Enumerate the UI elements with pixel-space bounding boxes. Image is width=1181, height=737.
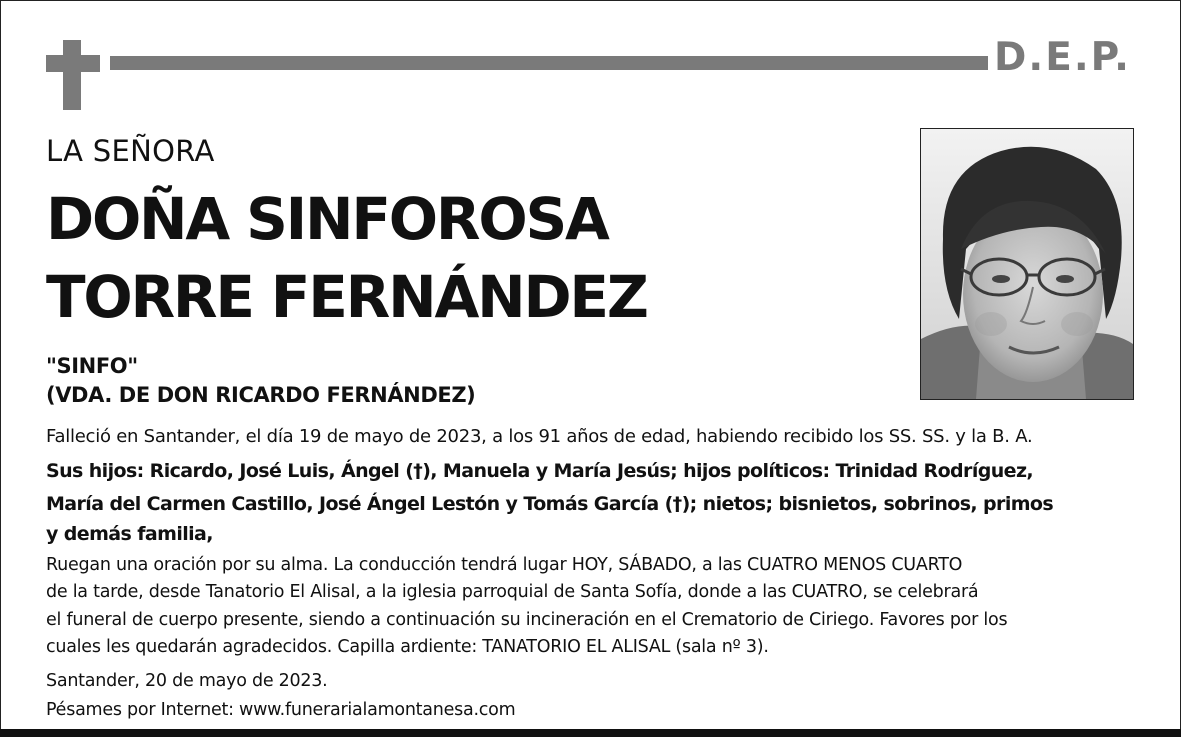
cross-icon: [46, 40, 100, 110]
request-line: Ruegan una oración por su alma. La conducción tendrá lugar HOY, SÁBADO, a las CUATRO MENOS CUARTO: [46, 555, 963, 575]
request-line: de la tarde, desde Tanatorio El Alisal, a la iglesia parroquial de Santa Sofía, donde a las CUATRO, se celebrará: [46, 582, 979, 602]
family-line: y demás familia,: [46, 523, 213, 545]
family-line: Sus hijos: Ricardo, José Luis, Ángel (†), Manuela y María Jesús; hijos políticos: Trinidad Rodríguez,: [46, 460, 1034, 482]
place-date: Santander, 20 de mayo de 2023.: [46, 671, 328, 691]
deceased-name-line1: DOÑA SINFOROSA: [46, 185, 608, 253]
death-notice: Falleció en Santander, el día 19 de mayo de 2023, a los 91 años de edad, habiendo recibido los SS. SS. y la B. A.: [46, 426, 1033, 447]
portrait-photo: [920, 128, 1134, 400]
nickname: "SINFO": [46, 354, 138, 378]
deceased-name-line2: TORRE FERNÁNDEZ: [46, 263, 647, 331]
request-line: cuales les quedarán agradecidos. Capilla ardiente: TANATORIO EL ALISAL (sala nº 3).: [46, 637, 769, 657]
header-rule: [110, 56, 988, 70]
request-line: el funeral de cuerpo presente, siendo a continuación su incineración en el Crematorio de Ciriego. Favores por los: [46, 610, 1008, 630]
condolences-link[interactable]: Pésames por Internet: www.funerarialamontanesa.com: [46, 700, 516, 720]
family-line: María del Carmen Castillo, José Ángel Lestón y Tomás García (†); nietos; bisnietos, sobrinos, primos: [46, 493, 1054, 515]
dep-label: D.E.P.: [994, 35, 1131, 80]
title-prefix: LA SEÑORA: [46, 134, 215, 168]
widow-of: (VDA. DE DON RICARDO FERNÁNDEZ): [46, 383, 476, 407]
bottom-rule: [0, 729, 1181, 737]
